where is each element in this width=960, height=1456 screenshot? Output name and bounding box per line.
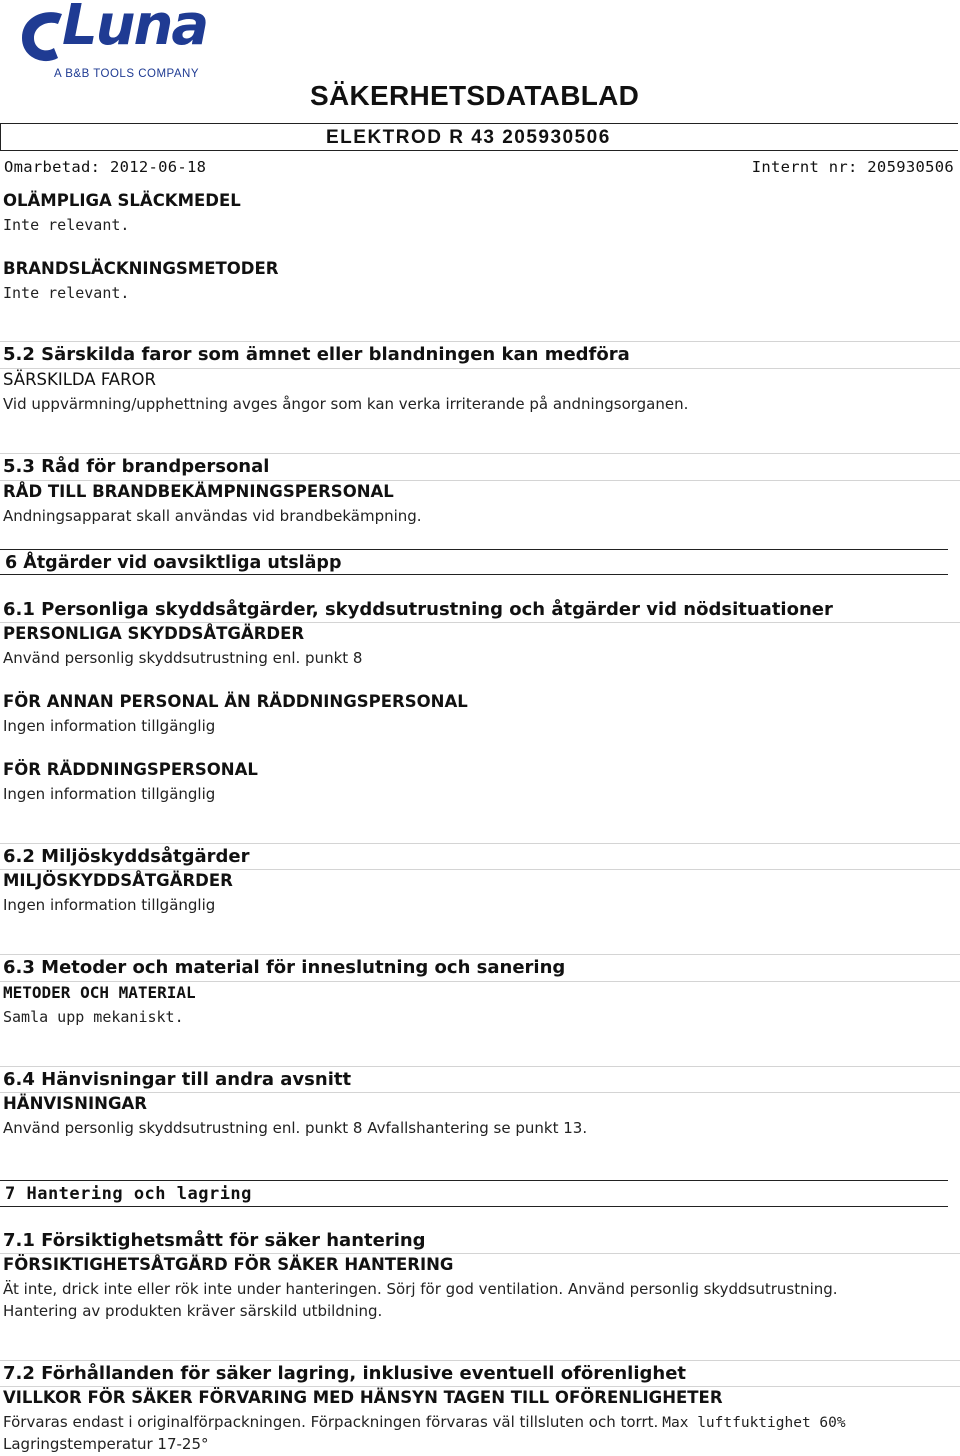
personal-protection-text: Använd personlig skyddsutrustning enl. punkt 8: [3, 649, 363, 667]
safe-handling-text-2: Hantering av produkten kräver särskild utbildning.: [3, 1302, 383, 1320]
safe-storage-label: VILLKOR FÖR SÄKER FÖRVARING MED HÄNSYN TAGEN TILL OFÖRENLIGHETER: [3, 1388, 723, 1407]
divider: [0, 954, 960, 955]
section-6-1-title: 6.1 Personliga skyddsåtgärder, skyddsutrustning och åtgärder vid nödsituationer: [3, 599, 833, 620]
internal-number: Internt nr: 205930506: [751, 158, 954, 176]
section-rule: [0, 549, 948, 550]
non-emergency-personnel-label: FÖR ANNAN PERSONAL ÄN RÄDDNINGSPERSONAL: [3, 692, 468, 711]
references-text: Använd personlig skyddsutrustning enl. punkt 8 Avfallshantering se punkt 13.: [3, 1119, 588, 1137]
firefighter-advice-label: RÅD TILL BRANDBEKÄMPNINGSPERSONAL: [3, 482, 394, 501]
non-emergency-personnel-text: Ingen information tillgänglig: [3, 717, 216, 735]
containment-methods-label: METODER OCH MATERIAL: [3, 983, 196, 1002]
storage-temperature-text: Lagringstemperatur 17-25°: [3, 1435, 209, 1453]
firefighter-advice-text: Andningsapparat skall användas vid brandbekämpning.: [3, 507, 422, 525]
divider: [0, 480, 960, 481]
special-hazards-label: SÄRSKILDA FAROR: [3, 370, 157, 389]
unsuitable-media-label: OLÄMPLIGA SLÄCKMEDEL: [3, 191, 241, 210]
section-7-1-title: 7.1 Försiktighetsmått för säker hantering: [3, 1230, 426, 1251]
divider: [0, 869, 960, 870]
section-6-title: 6 Åtgärder vid oavsiktliga utsläpp: [5, 553, 342, 573]
safe-handling-label: FÖRSIKTIGHETSÅTGÄRD FÖR SÄKER HANTERING: [3, 1255, 454, 1274]
containment-methods-text: Samla upp mekaniskt.: [3, 1008, 184, 1026]
storage-text-part-a: Förvaras endast i originalförpackningen. Förpackningen förvaras väl tillsluten och torrt.: [3, 1413, 659, 1431]
divider: [0, 1360, 960, 1361]
unsuitable-media-text: Inte relevant.: [3, 216, 130, 234]
section-6-2-title: 6.2 Miljöskyddsåtgärder: [3, 846, 250, 867]
document-title: SÄKERHETSDATABLAD: [310, 80, 640, 111]
section-7-title: 7 Hantering och lagring: [5, 1184, 252, 1204]
safe-storage-text-1: [3, 1413, 846, 1432]
divider: [0, 843, 960, 844]
storage-humidity-text: Max luftfuktighet 60%: [662, 1415, 846, 1431]
section-rule: [0, 1180, 948, 1181]
environmental-precautions-label: MILJÖSKYDDSÅTGÄRDER: [3, 871, 233, 890]
product-name: ELEKTROD R 43 205930506: [326, 127, 611, 148]
section-rule: [0, 574, 948, 575]
revision-date: Omarbetad: 2012-06-18: [4, 158, 207, 176]
special-hazards-text: Vid uppvärmning/upphettning avges ångor som kan verka irriterande på andningsorganen.: [3, 395, 689, 413]
divider: [0, 341, 960, 342]
divider: [0, 1253, 960, 1254]
references-label: HÄNVISNINGAR: [3, 1094, 147, 1113]
divider: [0, 1386, 960, 1387]
company-logo: [18, 0, 208, 82]
environmental-precautions-text: Ingen information tillgänglig: [3, 896, 216, 914]
emergency-responders-text: Ingen information tillgänglig: [3, 785, 216, 803]
extinguishing-methods-text: Inte relevant.: [3, 284, 130, 302]
section-7-2-title: 7.2 Förhållanden för säker lagring, inklusive eventuell oförenlighet: [3, 1363, 687, 1384]
logo-subtitle: A B&B TOOLS COMPANY: [54, 68, 199, 80]
divider: [0, 453, 960, 454]
divider: [0, 368, 960, 369]
section-5-3-title: 5.3 Råd för brandpersonal: [3, 456, 270, 477]
divider: [0, 981, 960, 982]
section-rule: [0, 1206, 948, 1207]
section-6-4-title: 6.4 Hänvisningar till andra avsnitt: [3, 1069, 352, 1090]
personal-protection-label: PERSONLIGA SKYDDSÅTGÄRDER: [3, 624, 305, 643]
section-5-2-title-text: 5.2 Särskilda faror som ämnet eller blandningen kan medföra: [3, 344, 630, 365]
divider: [0, 1092, 960, 1093]
extinguishing-methods-label: BRANDSLÄCKNINGSMETODER: [3, 259, 279, 278]
section-5-2-title: [3, 344, 630, 365]
logo-wordmark: Luna: [62, 0, 208, 58]
divider: [0, 622, 960, 623]
safe-handling-text-1: Ät inte, drick inte eller rök inte under hanteringen. Sörj för god ventilation. Använd personlig skyddsutrustning.: [3, 1280, 838, 1298]
section-6-3-title: 6.3 Metoder och material för inneslutning och sanering: [3, 957, 566, 978]
emergency-responders-label: FÖR RÄDDNINGSPERSONAL: [3, 760, 258, 779]
divider: [0, 1066, 960, 1067]
